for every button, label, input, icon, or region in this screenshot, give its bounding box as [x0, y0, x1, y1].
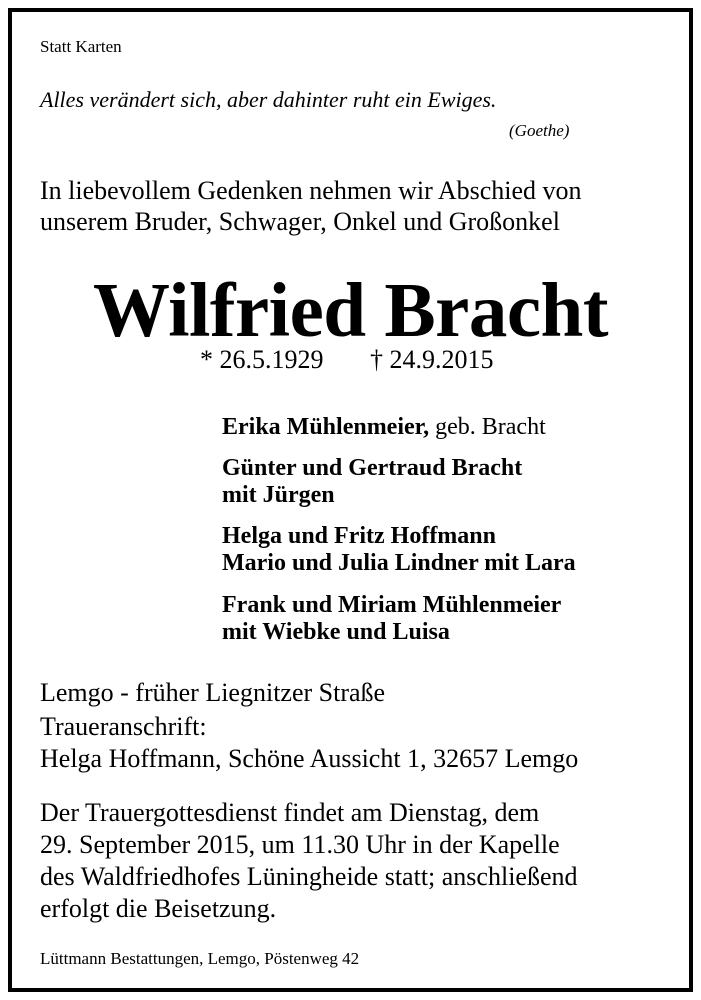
mourner-2-line-1: Günter und Gertraud Bracht — [222, 455, 523, 481]
service-line-2: 29. September 2015, um 11.30 Uhr in der Kapelle — [40, 830, 560, 859]
deceased-name: Wilfried Bracht — [92, 267, 609, 353]
intro-line-2: unserem Bruder, Schwager, Onkel und Großonkel — [40, 207, 560, 236]
mourner-1 — [222, 414, 546, 441]
mourner-3-line-1: Helga und Fritz Hoffmann — [222, 523, 496, 549]
service-line-1: Der Trauergottesdienst findet am Dienstag, dem — [40, 798, 540, 827]
quote-text: Alles verändert sich, aber dahinter ruht ein Ewiges. — [40, 87, 497, 112]
mourner-1-nee: geb. Bracht — [429, 414, 546, 440]
statt-karten: Statt Karten — [40, 37, 122, 56]
service-line-4: erfolgt die Beisetzung. — [40, 894, 277, 923]
mourner-4-line-2: mit Wiebke und Luisa — [222, 619, 450, 645]
address-label: Traueranschrift: — [40, 712, 207, 741]
birth-date: * 26.5.1929 — [200, 345, 324, 374]
mourner-1-name: Erika Mühlenmeier, — [222, 414, 430, 440]
mourner-4-line-1: Frank und Miriam Mühlenmeier — [222, 592, 562, 618]
mourner-2-line-2: mit Jürgen — [222, 482, 335, 508]
mourner-3-line-2: Mario und Julia Lindner mit Lara — [222, 550, 576, 576]
death-date: † 24.9.2015 — [370, 345, 494, 374]
undertaker-footer: Lüttmann Bestattungen, Lemgo, Pöstenweg 42 — [40, 949, 360, 968]
location-line: Lemgo - früher Liegnitzer Straße — [40, 678, 386, 707]
intro-line-1: In liebevollem Gedenken nehmen wir Abschied von — [40, 176, 582, 205]
address-line: Helga Hoffmann, Schöne Aussicht 1, 32657 Lemgo — [40, 744, 579, 773]
quote-author: (Goethe) — [509, 121, 570, 140]
service-line-3: des Waldfriedhofes Lüningheide statt; anschließend — [40, 862, 578, 891]
